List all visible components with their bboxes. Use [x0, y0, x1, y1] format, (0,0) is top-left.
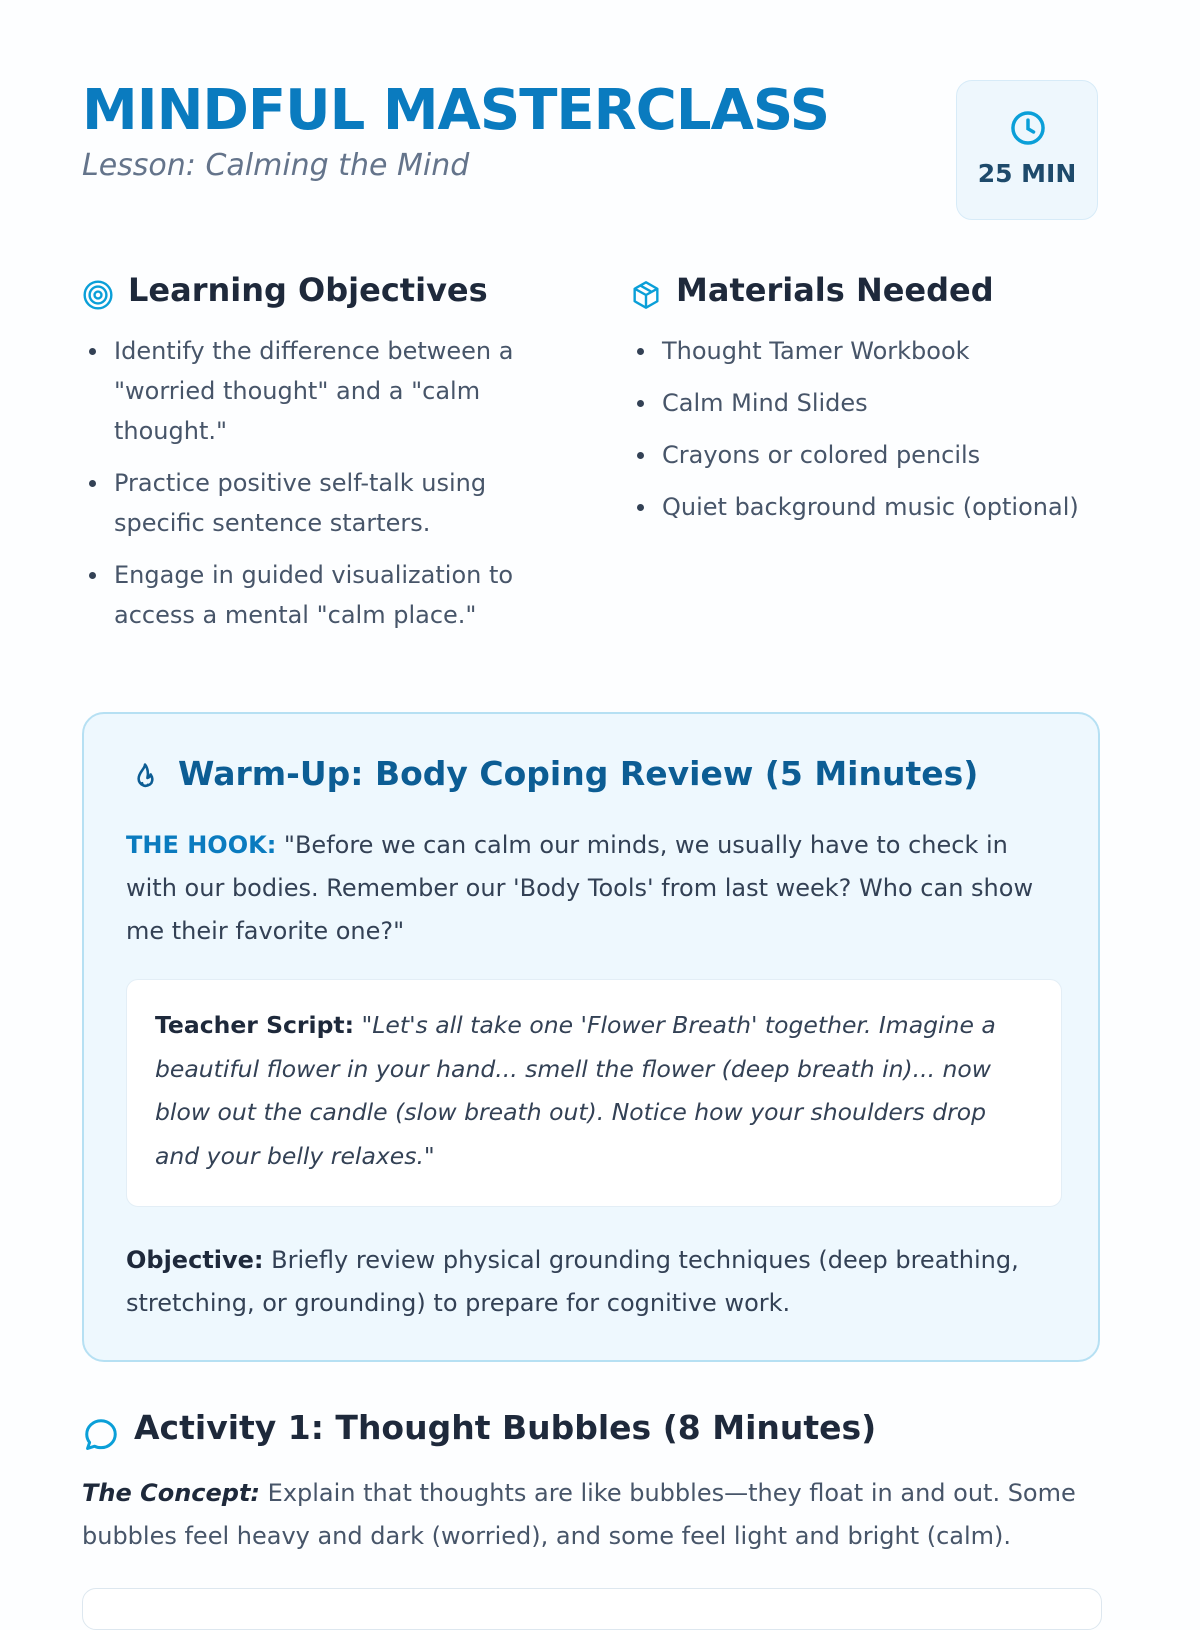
concept-paragraph — [82, 1472, 1082, 1558]
script-label: Teacher Script: — [155, 1011, 355, 1039]
list-item: Calm Mind Slides — [630, 383, 1110, 423]
speech-bubble-icon — [82, 1416, 120, 1454]
objectives-section — [82, 245, 542, 629]
list-item: Engage in guided visualization to access a mental "calm place." — [82, 555, 542, 635]
concept-label: The Concept: — [82, 1479, 261, 1507]
objective-label: Objective: — [126, 1246, 264, 1274]
duration-label: 25 MIN — [977, 159, 1077, 188]
materials-section — [630, 245, 1110, 521]
hook-label: THE HOOK: — [126, 831, 277, 859]
package-icon — [630, 279, 662, 311]
duration-badge — [956, 80, 1098, 220]
activity-1-section — [82, 1408, 1100, 1550]
list-item: Identify the difference between a "worried thought" and a "calm thought." — [82, 331, 542, 451]
list-item: Crayons or colored pencils — [630, 435, 1110, 475]
activity-1-box — [82, 1588, 1102, 1630]
list-item: Practice positive self-talk using specific sentence starters. — [82, 463, 542, 543]
hook-paragraph — [126, 824, 1056, 953]
flame-icon — [128, 760, 162, 796]
objectives-list — [82, 331, 542, 647]
target-icon — [82, 279, 114, 311]
teacher-script-box — [126, 979, 1062, 1207]
list-item: Quiet background music (optional) — [630, 487, 1110, 527]
materials-heading: Materials Needed — [676, 271, 994, 309]
warmup-card — [82, 712, 1100, 1362]
list-item: Thought Tamer Workbook — [630, 331, 1110, 371]
objective-text: Briefly review physical grounding techniques (deep breathing, stretching, or grounding) to prepare for cognitive work. — [126, 1246, 1019, 1317]
objectives-heading: Learning Objectives — [128, 271, 488, 309]
page-title: MINDFUL MASTERCLASS — [82, 78, 830, 143]
lesson-subtitle: Lesson: Calming the Mind — [82, 148, 470, 183]
materials-list — [630, 331, 1110, 539]
objective-paragraph — [126, 1239, 1056, 1325]
activity-1-heading: Activity 1: Thought Bubbles (8 Minutes) — [134, 1408, 877, 1447]
overview-columns — [82, 245, 1098, 703]
hook-text: "Before we can calm our minds, we usually have to check in with our bodies. Remember our 'Body Tools' from last week? Who can show me their favorite one?" — [126, 831, 1034, 945]
script-text: "Let's all take one 'Flower Breath' together. Imagine a beautiful flower in your hand... smell the flower (deep breath in)... now blow out the candle (slow breath out). Notice how your shoulders drop and your belly relaxes." — [155, 1011, 996, 1170]
warmup-heading: Warm-Up: Body Coping Review (5 Minutes) — [178, 754, 979, 793]
clock-icon — [1009, 109, 1047, 147]
concept-text: Explain that thoughts are like bubbles—they float in and out. Some bubbles feel heavy and dark (worried), and some feel light and bright (calm). — [82, 1479, 1076, 1550]
lesson-header — [82, 0, 1098, 245]
